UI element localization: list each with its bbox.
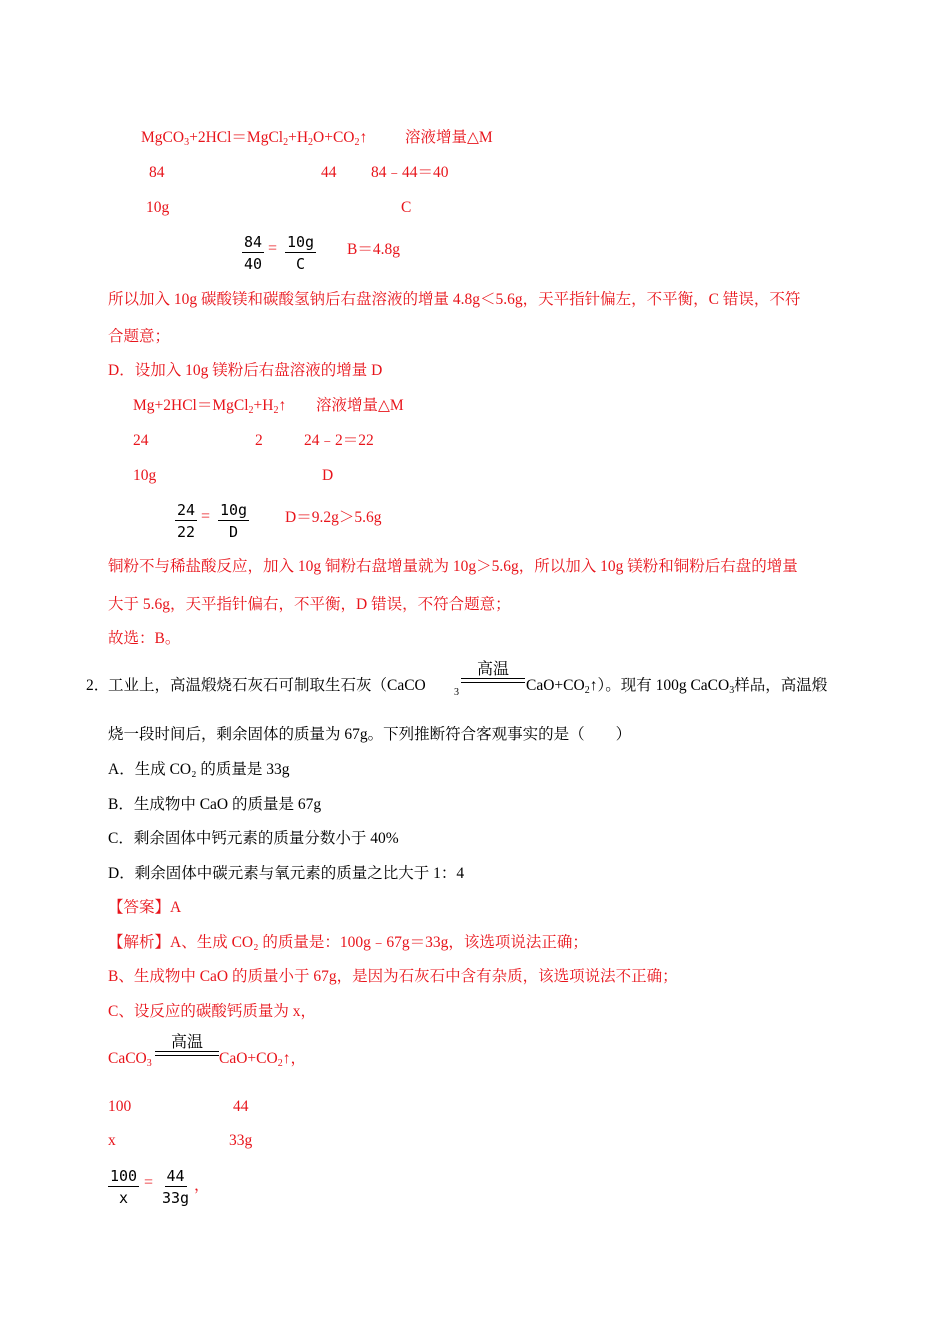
given-mass-d: 10g	[133, 467, 157, 484]
fraction-24-22	[175, 500, 197, 543]
mass-mgco3: 84	[149, 164, 165, 181]
delta-label-d: 溶液增量△M	[316, 397, 404, 414]
mass-mg: 24	[133, 432, 149, 449]
fraction-denominator: D	[229, 523, 239, 541]
analysis-a: 【解析】A、生成 CO₂ 的质量是：100g﹣67g＝33g，该选项说法正确；	[108, 934, 588, 951]
conclusion-c-line2: 合题意；	[108, 328, 171, 345]
equals-sign: =	[268, 240, 278, 257]
given-co2: 33g	[229, 1132, 253, 1149]
fraction-10g-d	[218, 500, 249, 543]
equals-sign: =	[201, 508, 211, 525]
question-number: 2．	[86, 677, 110, 694]
option-a: A．生成 CO₂ 的质量是 33g	[108, 761, 290, 778]
equation-products: $CaO+CO_2↑$，	[219, 1050, 306, 1069]
fraction-numerator: 24	[177, 501, 196, 519]
given-mass-c: 10g	[146, 199, 170, 216]
fraction-numerator: 44	[166, 1167, 185, 1185]
question-stem-part2: $CaO+CO_2↑$）。现有 100g CaCO$_3$样品，高温煅	[526, 677, 828, 696]
trailing-comma: ，	[194, 1177, 210, 1194]
equals-sign: =	[144, 1174, 154, 1191]
subscript-3: 3	[454, 687, 459, 698]
reaction-arrow	[461, 678, 525, 683]
equation-mg: $Mg+2HCl=MgCl_2+H_2↑$	[133, 397, 287, 416]
conclusion-d-line2: 大于 5.6g，天平指针偏右，不平衡，D 错误，不符合题意；	[108, 596, 511, 613]
fraction-44-33g	[160, 1166, 191, 1209]
unknown-d: D	[322, 467, 334, 484]
fraction-numerator: 10g	[220, 501, 248, 519]
delta-label-c: 溶液增量△M	[405, 129, 493, 146]
condition-label: 高温	[476, 659, 509, 678]
mass-caco3: 100	[108, 1098, 132, 1115]
condition-label: 高温	[170, 1032, 203, 1051]
mass-h2: 2	[255, 432, 263, 449]
equation-mgco3: $MgCO_3+2HCl=MgCl_2+H_2O+CO_2↑$	[141, 129, 368, 148]
stem-text: ↑）。现有 100g CaCO	[589, 677, 730, 694]
result-b: B＝4.8g	[347, 241, 400, 258]
result-d: D＝9.2g＞5.6g	[285, 509, 382, 526]
intro-d: D．设加入 10g 镁粉后右盘溶液的增量 D	[108, 362, 383, 379]
reaction-arrow	[155, 1051, 219, 1056]
fraction-denominator: x	[119, 1189, 129, 1207]
mass-diff-d: 24﹣2＝22	[304, 432, 374, 449]
fraction-84-40	[242, 232, 264, 275]
analysis-c: C、设反应的碳酸钙质量为 x，	[108, 1003, 316, 1020]
equation-caco3: CaCO$_3$	[108, 1050, 152, 1069]
reaction-condition-answer	[155, 1033, 219, 1056]
fraction-denominator: C	[296, 255, 306, 273]
mass-diff-c: 84﹣44＝40	[371, 164, 449, 181]
mass-co2-answer: 44	[233, 1098, 249, 1115]
fraction-10g-c	[285, 232, 316, 275]
fraction-denominator: 33g	[162, 1189, 190, 1207]
reaction-condition	[461, 660, 525, 683]
option-b: B．生成物中 CaO 的质量是 67g	[108, 796, 322, 813]
fraction-numerator: 100	[110, 1167, 138, 1185]
option-c: C．剩余固体中钙元素的质量分数小于 40%	[108, 830, 399, 847]
product-text: CaO+CO	[526, 677, 585, 694]
conclusion-c-line1: 所以加入 10g 碳酸镁和碳酸氢钠后右盘溶液的增量 4.8g＜5.6g，天平指针偏左，不平衡，C 错误，不符	[108, 291, 801, 308]
conclusion-d-line1: 铜粉不与稀盐酸反应，加入 10g 铜粉右盘增量就为 10g＞5.6g，所以加入 10g 镁粉和铜粉后右盘的增量	[108, 558, 798, 575]
question-stem-line2: 烧一段时间后，剩余固体的质量为 67g。下列推断符合客观事实的是（ ）	[108, 726, 632, 743]
option-d: D．剩余固体中碳元素与氧元素的质量之比大于 1：4	[108, 865, 465, 882]
fraction-100-x	[108, 1166, 139, 1209]
final-answer: 故选：B。	[108, 630, 181, 647]
fraction-denominator: 40	[244, 255, 263, 273]
unknown-c: C	[401, 199, 412, 216]
fraction-numerator: 84	[244, 233, 263, 251]
question-stem-part1: 工业上，高温煅烧石灰石可制取生石灰（CaCO	[108, 677, 426, 694]
fraction-denominator: 22	[177, 523, 196, 541]
fraction-numerator: 10g	[287, 233, 315, 251]
mass-co2: 44	[321, 164, 337, 181]
stem-tail: 样品，高温煅	[734, 677, 828, 694]
answer-label: 【答案】A	[108, 899, 182, 916]
unknown-x: x	[108, 1132, 116, 1149]
analysis-b: B、生成物中 CaO 的质量小于 67g，是因为石灰石中含有杂质，该选项说法不正确；	[108, 968, 678, 985]
